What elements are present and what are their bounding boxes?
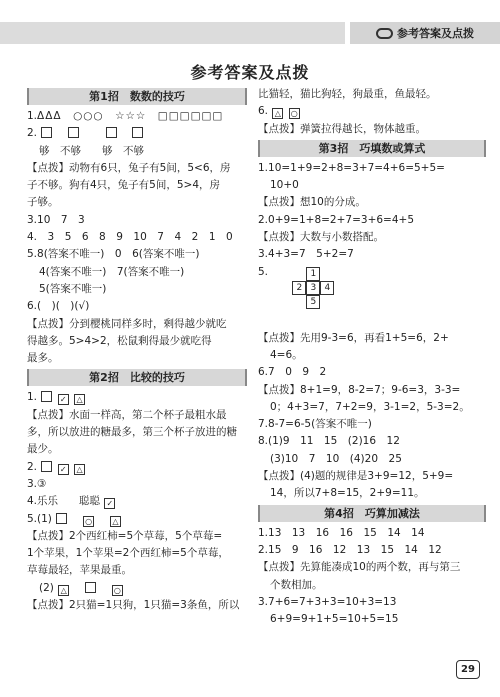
answer-line: 2. [27,125,247,142]
hint-line: 子不够。狗有4只，兔子有5间，5>4，房 [27,179,221,192]
check-box: ✓ [58,394,69,405]
answer-line: 6.7 0 9 2 [258,366,327,379]
hint-line: 【点拨】2只猫=1只狗，1只猫=3条鱼，所以 [27,599,240,612]
section-heading-1: 第1招 数数的技巧 [27,88,247,105]
answer-line: (2) △ ○ [27,580,247,597]
answer-line: 够 不够 够 不够 [39,144,144,157]
grid-cell: 1 [306,267,320,281]
answer-line: 6. △ ○ [258,103,486,120]
right-column [258,86,486,628]
circle-box: ○ [83,516,94,527]
answer-line: 4. 3 5 6 8 9 10 7 4 2 1 0 [27,231,233,244]
page-title: 参考答案及点拨 [190,63,310,82]
hint-line: 草莓最轻，苹果最重。 [27,564,132,577]
section-heading-2: 第2招 比较的技巧 [27,369,247,386]
hint-line: 4=6。 [270,348,303,361]
grid-cell: 4 [320,281,334,295]
hint-line: 1个苹果，1个苹果=2个西红柿=5个草莓， [27,547,229,560]
check-box: ✓ [58,464,69,475]
hint-line: 【点拨】先算能凑成10的两个数，再与第三 [258,561,461,574]
hint-line: 【点拨】想10的分成。 [258,196,366,209]
answer-box [85,582,96,593]
answer-box [68,127,79,138]
answer-line: 5.(1) ○ △ [27,511,247,528]
hint-line: 得越多。5>4>2，松鼠剩得最少就吃得 [27,334,212,347]
grid-cell: 2 [292,281,306,295]
hint-line: 【点拨】水面一样高，第二个杯子最粗水最 [27,408,227,421]
hint-line: 比猫轻，猫比狗轻，狗最重，鱼最轻。 [258,88,437,100]
answer-line: 1.ΔΔΔ ○○○ ☆☆☆ □□□□□□ [27,110,224,122]
answer-line: 3.4+3=7 5+2=7 [258,248,354,261]
answer-line: 5. 1 2 3 4 5 [258,264,486,330]
hint-line: 0；4+3=7，7+2=9，3-1=2，5-3=2。 [270,400,470,413]
header-band [0,22,345,44]
hint-line: 【点拨】8+1=9，8-2=7；9-6=3，3-3= [258,383,461,396]
grid-cell: 3 [306,281,320,295]
header-tab-label: 参考答案及点拨 [397,27,474,40]
answer-line: 5.8(答案不唯一) 0 6(答案不唯一) [27,248,200,261]
triangle-box: △ [110,516,121,527]
answer-line: 6+9=9+1+5=10+5=15 [270,613,399,626]
grid-cell: 5 [306,295,320,309]
answer-line: 2. ✓ △ [27,459,247,476]
triangle-box: △ [58,585,69,596]
answer-box [41,461,52,472]
answer-line: 3.③ [27,477,47,490]
answer-line: 1. ✓ △ [27,389,247,406]
answer-line: 7.8-7=6-5(答案不唯一) [258,418,372,431]
hint-line: 最多。 [27,352,59,365]
answer-line: 4.乐乐 聪聪 ✓ [27,493,247,510]
answer-box [41,391,52,402]
cross-number-grid [285,264,345,328]
answer-line: 2.15 9 16 12 13 15 14 12 [258,543,442,556]
shape-answers: ΔΔΔ ○○○ ☆☆☆ □□□□□□ [37,110,224,122]
left-column [27,86,247,614]
circle-box: ○ [289,108,300,119]
hint-line: 【点拨】2个西红柿=5个草莓，5个草莓= [27,529,223,542]
hint-line: 【点拨】弹簧拉得越长，物体越重。 [258,122,426,135]
page-number: 29 [456,660,480,679]
answer-line: 6.( )( )(√) [27,300,90,313]
triangle-box: △ [272,108,283,119]
triangle-box: △ [74,464,85,475]
answer-line: 5(答案不唯一) [39,282,107,295]
hint-line: 【点拨】分到樱桃同样多时，剩得越少就吃 [27,317,227,330]
header-tab [350,22,500,44]
hint-line: 多，所以放进的糖最多，第三个杯子放进的糖 [27,426,237,439]
answer-line: 1.13 13 16 16 15 14 14 [258,526,425,539]
hint-line: 【点拨】动物有6只，兔子有5间，5<6，房 [27,161,231,174]
answer-line: 3.7+6=7+3+3=10+3=13 [258,595,397,608]
answer-box [132,127,143,138]
hint-line: 【点拨】(4)题的规律是3+9=12，5+9= [258,470,454,483]
answer-line: 10+0 [270,179,299,192]
section-heading-3: 第3招 巧填数或算式 [258,140,486,157]
hint-line: 子够。 [27,196,59,209]
answer-line: 8.(1)9 11 15 (2)16 12 [258,435,400,448]
circle-box: ○ [112,585,123,596]
answer-line: 4(答案不唯一) 7(答案不唯一) [39,265,185,278]
triangle-box: △ [74,394,85,405]
answer-line: (3)10 7 10 (4)20 25 [270,452,402,465]
key-icon [376,28,393,39]
answer-box [41,127,52,138]
check-box: ✓ [104,498,115,509]
hint-line: 【点拨】先用9-3=6，再看1+5=6，2+ [258,331,449,344]
section-heading-4: 第4招 巧算加减法 [258,505,486,522]
answer-line: 1.10=1+9=2+8=3+7=4+6=5+5= [258,161,445,174]
answer-box [106,127,117,138]
hint-line: 14，所以7+8=15，2+9=11。 [270,487,425,500]
answer-line: 3.10 7 3 [27,213,85,226]
answer-box [56,513,67,524]
hint-line: 个数相加。 [270,578,323,591]
hint-line: 最少。 [27,443,59,456]
answer-line: 2.0+9=1+8=2+7=3+6=4+5 [258,213,415,226]
hint-line: 【点拨】大数与小数搭配。 [258,231,384,244]
